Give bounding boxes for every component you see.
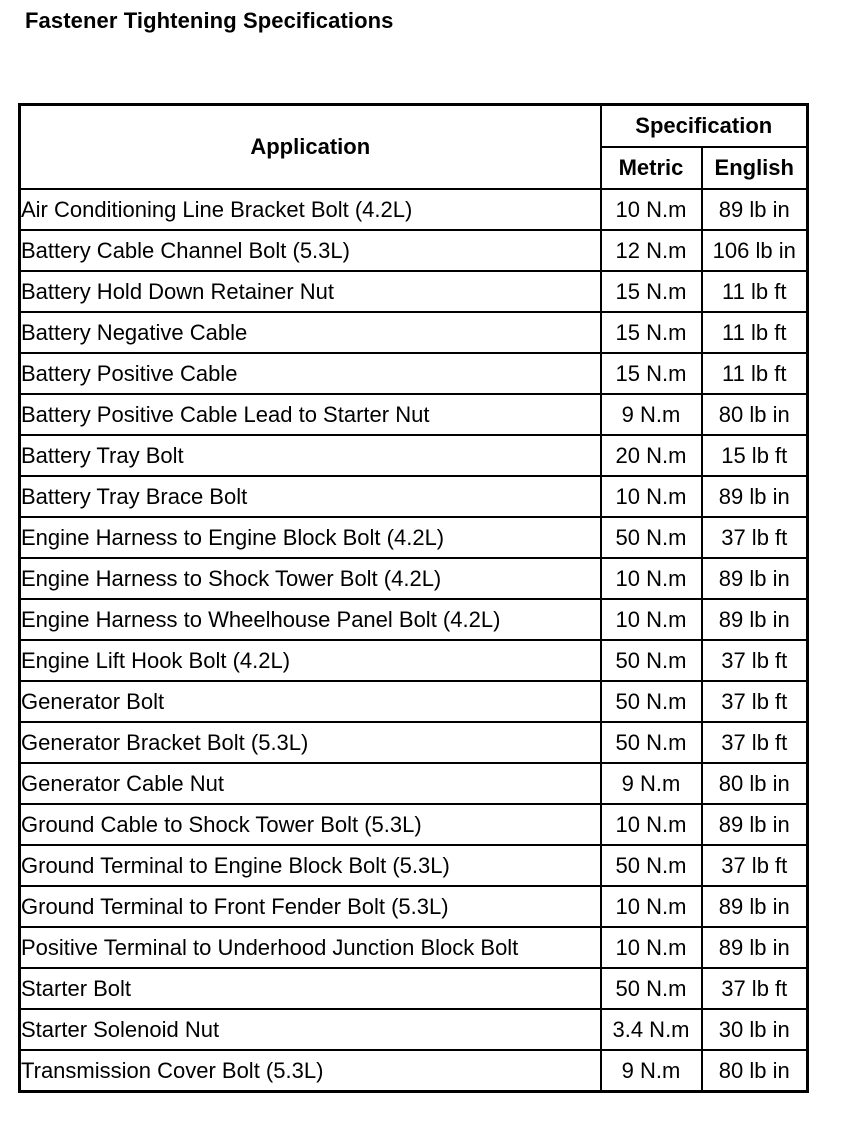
table-row (20, 640, 808, 681)
application-cell: Transmission Cover Bolt (5.3L) (20, 1050, 601, 1092)
table-row (20, 353, 808, 394)
application-cell: Engine Harness to Shock Tower Bolt (4.2L) (20, 558, 601, 599)
table-row (20, 558, 808, 599)
specification-table (18, 103, 809, 1093)
metric-cell: 15 N.m (601, 271, 702, 312)
english-cell: 37 lb ft (702, 640, 808, 681)
english-cell: 30 lb in (702, 1009, 808, 1050)
metric-cell: 50 N.m (601, 681, 702, 722)
application-cell: Ground Terminal to Front Fender Bolt (5.3L) (20, 886, 601, 927)
english-cell: 37 lb ft (702, 722, 808, 763)
specification-header: Specification (601, 105, 808, 148)
english-cell: 80 lb in (702, 1050, 808, 1092)
table-row (20, 845, 808, 886)
application-cell: Engine Harness to Engine Block Bolt (4.2L) (20, 517, 601, 558)
metric-cell: 15 N.m (601, 353, 702, 394)
table-row (20, 476, 808, 517)
application-header: Application (20, 105, 601, 190)
application-cell: Battery Cable Channel Bolt (5.3L) (20, 230, 601, 271)
application-cell: Positive Terminal to Underhood Junction Block Bolt (20, 927, 601, 968)
english-header: English (702, 147, 808, 189)
application-cell: Generator Cable Nut (20, 763, 601, 804)
english-cell: 80 lb in (702, 394, 808, 435)
english-cell: 37 lb ft (702, 968, 808, 1009)
metric-cell: 10 N.m (601, 476, 702, 517)
metric-header: Metric (601, 147, 702, 189)
english-cell: 37 lb ft (702, 845, 808, 886)
application-cell: Ground Cable to Shock Tower Bolt (5.3L) (20, 804, 601, 845)
application-cell: Generator Bracket Bolt (5.3L) (20, 722, 601, 763)
table-row (20, 763, 808, 804)
application-cell: Battery Positive Cable Lead to Starter Nut (20, 394, 601, 435)
metric-cell: 10 N.m (601, 886, 702, 927)
english-cell: 89 lb in (702, 886, 808, 927)
english-cell: 106 lb in (702, 230, 808, 271)
english-cell: 89 lb in (702, 189, 808, 230)
table-row (20, 517, 808, 558)
english-cell: 89 lb in (702, 599, 808, 640)
metric-cell: 50 N.m (601, 640, 702, 681)
metric-cell: 9 N.m (601, 763, 702, 804)
metric-cell: 10 N.m (601, 599, 702, 640)
english-cell: 11 lb ft (702, 312, 808, 353)
table-row (20, 435, 808, 476)
english-cell: 89 lb in (702, 927, 808, 968)
metric-cell: 12 N.m (601, 230, 702, 271)
english-cell: 37 lb ft (702, 517, 808, 558)
application-cell: Battery Tray Bolt (20, 435, 601, 476)
application-cell: Starter Bolt (20, 968, 601, 1009)
english-cell: 89 lb in (702, 558, 808, 599)
table-row (20, 599, 808, 640)
metric-cell: 10 N.m (601, 558, 702, 599)
application-cell: Air Conditioning Line Bracket Bolt (4.2L) (20, 189, 601, 230)
metric-cell: 3.4 N.m (601, 1009, 702, 1050)
table-row (20, 230, 808, 271)
table-row (20, 1050, 808, 1092)
table-row (20, 312, 808, 353)
metric-cell: 10 N.m (601, 804, 702, 845)
application-cell: Starter Solenoid Nut (20, 1009, 601, 1050)
application-cell: Battery Negative Cable (20, 312, 601, 353)
metric-cell: 50 N.m (601, 968, 702, 1009)
table-row (20, 722, 808, 763)
table-row (20, 886, 808, 927)
application-cell: Battery Positive Cable (20, 353, 601, 394)
metric-cell: 15 N.m (601, 312, 702, 353)
english-cell: 11 lb ft (702, 271, 808, 312)
application-cell: Battery Tray Brace Bolt (20, 476, 601, 517)
table-row (20, 804, 808, 845)
application-cell: Battery Hold Down Retainer Nut (20, 271, 601, 312)
application-cell: Engine Lift Hook Bolt (4.2L) (20, 640, 601, 681)
table-row (20, 189, 808, 230)
header-row (20, 105, 808, 148)
english-cell: 89 lb in (702, 476, 808, 517)
metric-cell: 9 N.m (601, 1050, 702, 1092)
table-row (20, 968, 808, 1009)
metric-cell: 20 N.m (601, 435, 702, 476)
table-row (20, 927, 808, 968)
metric-cell: 50 N.m (601, 722, 702, 763)
metric-cell: 10 N.m (601, 927, 702, 968)
metric-cell: 9 N.m (601, 394, 702, 435)
metric-cell: 50 N.m (601, 845, 702, 886)
application-cell: Generator Bolt (20, 681, 601, 722)
table-row (20, 394, 808, 435)
english-cell: 15 lb ft (702, 435, 808, 476)
english-cell: 37 lb ft (702, 681, 808, 722)
table-body (20, 189, 808, 1092)
application-cell: Engine Harness to Wheelhouse Panel Bolt (4.2L) (20, 599, 601, 640)
table-row (20, 1009, 808, 1050)
table-row (20, 681, 808, 722)
page-title: Fastener Tightening Specifications (25, 8, 394, 33)
metric-cell: 10 N.m (601, 189, 702, 230)
english-cell: 89 lb in (702, 804, 808, 845)
application-cell: Ground Terminal to Engine Block Bolt (5.3L) (20, 845, 601, 886)
english-cell: 11 lb ft (702, 353, 808, 394)
table-row (20, 271, 808, 312)
english-cell: 80 lb in (702, 763, 808, 804)
metric-cell: 50 N.m (601, 517, 702, 558)
